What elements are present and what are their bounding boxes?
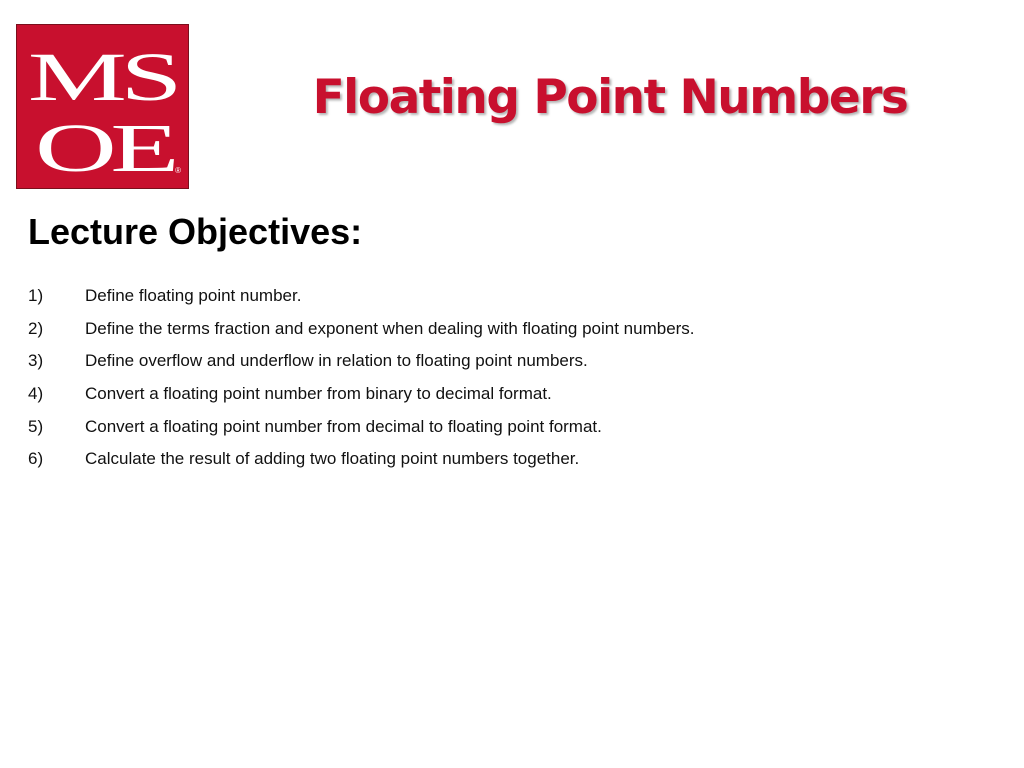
item-number: 2) [28, 318, 44, 338]
svg-text:MS: MS [27, 38, 177, 116]
item-number: 3) [28, 351, 44, 371]
list-item [28, 443, 695, 476]
item-text: Convert a floating point number from binary to decimal format. [85, 384, 552, 404]
item-text: Convert a floating point number from decimal to floating point format. [85, 416, 602, 436]
item-number: 4) [28, 384, 44, 404]
msoe-logo [16, 24, 189, 189]
list-item [28, 280, 695, 313]
item-number: 5) [28, 416, 44, 436]
list-item [28, 378, 695, 411]
msoe-logo-mark [17, 25, 188, 188]
item-text: Calculate the result of adding two floating point numbers together. [85, 449, 580, 469]
svg-text:®: ® [175, 166, 181, 176]
list-item [28, 410, 695, 443]
item-text: Define floating point number. [85, 286, 302, 306]
item-text: Define the terms fraction and exponent when dealing with floating point numbers. [85, 318, 695, 338]
svg-text:OE: OE [34, 109, 175, 187]
list-item [28, 345, 695, 378]
slide-title: Floating Point Numbers [312, 70, 908, 125]
list-item [28, 313, 695, 346]
objectives-heading: Lecture Objectives: [28, 211, 363, 252]
item-text: Define overflow and underflow in relation to floating point numbers. [85, 351, 588, 371]
objectives-list [28, 280, 695, 476]
item-number: 1) [28, 286, 44, 306]
item-number: 6) [28, 449, 44, 469]
